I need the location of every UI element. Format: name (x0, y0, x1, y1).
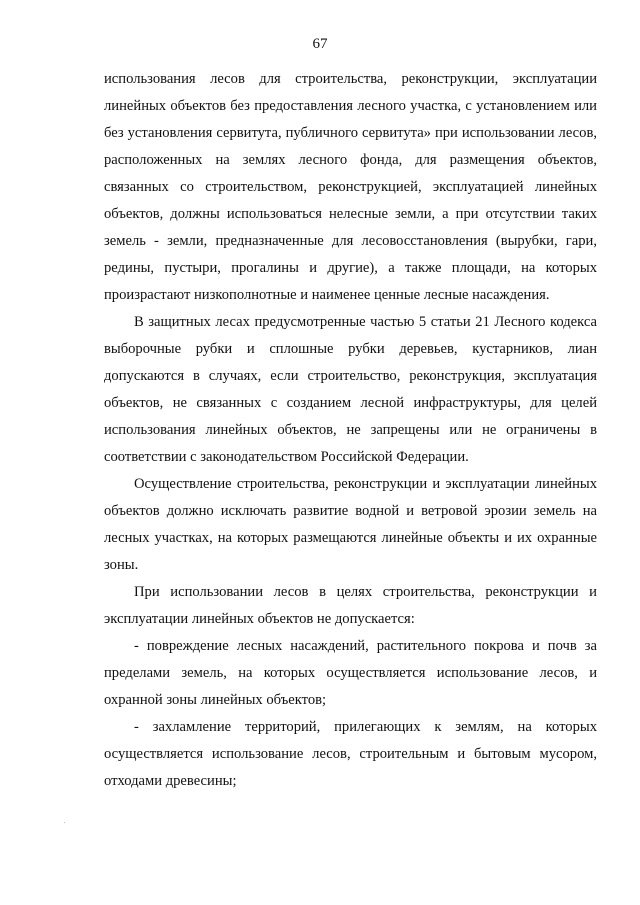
document-body (104, 66, 597, 795)
scan-speck (64, 822, 65, 823)
paragraph-prohibitions-intro: При использовании лесов в целях строительства, реконструкции и эксплуатации линейных объектов не допускается: (104, 584, 597, 627)
list-item-littering: - захламление территорий, прилегающих к землям, на которых осуществляется использование лесов, строительным и бытовым мусором, отходами древесины; (104, 719, 597, 789)
paragraph-continuation: использования лесов для строительства, реконструкции, эксплуатации линейных объектов без предоставления лесного участка, с установлением или без установления сервитута, публичного сервитута» при использовании лесов, расположенных на землях лесного фонда, для размещения объектов, связанных со строительством, реконструкцией, эксплуатацией линейных объектов, должны использоваться нелесные земли, а при отсутствии таких земель - земли, предназначенные для лесовосстановления (вырубки, гари, редины, пустыри, прогалины и другие), а также площади, на которых произрастают низкополнотные и наименее ценные лесные насаждения. (104, 71, 597, 303)
paragraph-protective-forests: В защитных лесах предусмотренные частью 5 статьи 21 Лесного кодекса выборочные рубки и сплошные рубки деревьев, кустарников, лиан допускаются в случаях, если строительство, реконструкция, эксплуатация объектов, не связанных с созданием лесной инфраструктуры, для целей использования линейных объектов, не запрещены или не ограничены в соответствии с законодательством Российской Федерации. (104, 314, 597, 465)
list-item-damage: - повреждение лесных насаждений, растительного покрова и почв за пределами земель, на которых осуществляется использование лесов, и охранной зоны линейных объектов; (104, 638, 597, 708)
page-number: 67 (312, 36, 328, 52)
paragraph-erosion: Осуществление строительства, реконструкции и эксплуатации линейных объектов должно исключать развитие водной и ветровой эрозии земель на лесных участках, на которых размещаются линейные объекты и их охранные зоны. (104, 476, 597, 573)
